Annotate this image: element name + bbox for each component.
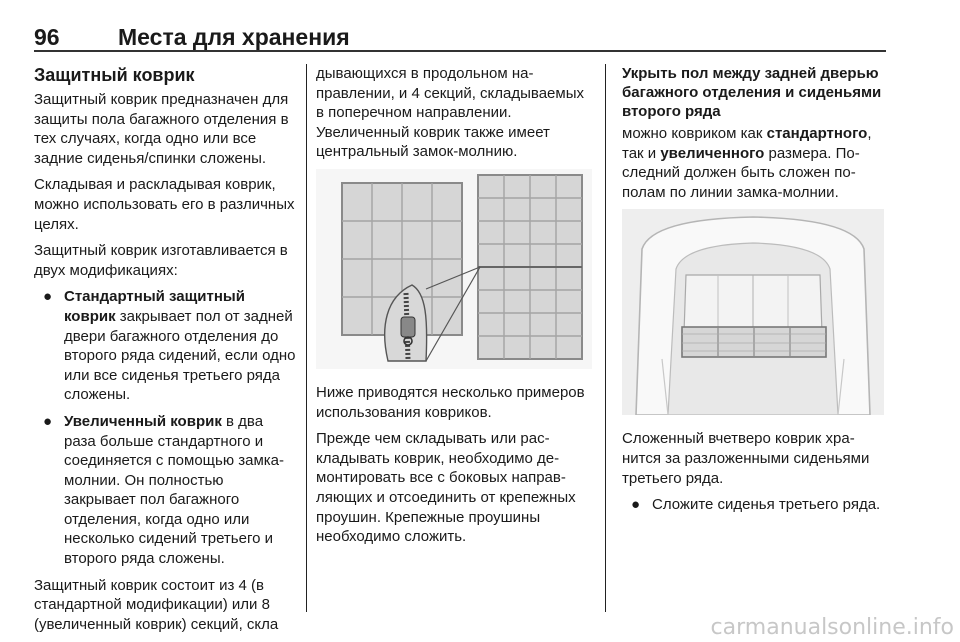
list-item [622,495,884,515]
bullet-list [34,287,296,568]
section-heading-protective-mat: Защитный коврик [34,65,195,85]
list-item-text: Сложите сиденья третьего ряда. [652,496,881,514]
page-title: Места для хранения [118,24,350,50]
column-divider [605,64,606,612]
paragraph: Складывая и раскладывая коврик, можно использовать его в различных целях. [34,176,295,233]
mat-zipper-illustration [316,169,592,369]
bold-term: Стандартный защитный коврик [64,288,245,325]
paragraph: Прежде чем складывать или раскладывать коврик, необходимо демонтировать все с боковых направляющих и отсоединить от крепежных проушин. Крепежные проушины необходимо сложить. [316,430,576,546]
folded-mat-icon [682,327,826,357]
paragraph: Ниже приводятся несколько примеров использования ковриков. [316,383,585,421]
header-rule [34,50,886,52]
cargo-area-illustration [622,209,884,415]
column-divider [306,64,307,612]
subsection-heading: Укрыть пол между задней дверью багажного отделения и сиденьями второго ряда [622,65,882,120]
column-3 [622,64,884,522]
bold-term: стандартного [766,125,868,142]
paragraph: Сложенный вчетверо коврик хранится за разложенными сиденьями третьего ряда. [622,430,870,487]
column-2 [316,64,592,554]
watermark: carmanualsonline.info [710,615,954,640]
paragraph: Защитный коврик предназначен для защиты пола багажного отделения в тех случаях, когда одно или все задние сиденья/спинки сложены. [34,91,289,167]
page-header [34,24,886,52]
bullet-icon: ● [43,288,53,306]
enlarged-mat-icon [478,175,582,359]
list-item [34,412,296,569]
list-item-text: закрывает пол от задней двери багажного отделения до второго ряда сидений, если одно или все сиденья третьего ряда сложены. [64,307,296,404]
list-item [34,287,296,405]
bold-term: Увеличенный коврик [64,412,222,430]
paragraph: Защитный коврик состоит из 4 (в стандартной модификации) или 8 (увеличенный коврик) секций, скла [34,576,279,633]
page-number: 96 [34,24,60,50]
bullet-list [622,495,884,515]
paragraph: можно ковриком как стандартного, так и увеличенного размера. Последний должен быть сложен пополам по линии замка-молнии. [622,125,872,201]
paragraph: Защитный коврик изготавливается в двух модификациях: [34,242,288,279]
paragraph: дывающихся в продольном направлении, и 4 секций, складываемых в поперечном направлении. Увеличенный коврик также имеет центральный замок-молнию. [316,65,584,161]
bullet-icon: ● [43,412,53,430]
bullet-icon: ● [631,496,641,514]
bold-term: увеличенного [660,144,765,162]
column-1 [34,64,296,641]
list-item-text: в два раза больше стандартного и соединяется с помощью замка-молнии. Он полностью закрывает пол багажного отделения, когда одно или несколько сидений третьего и второго ряда сложены. [64,412,285,568]
